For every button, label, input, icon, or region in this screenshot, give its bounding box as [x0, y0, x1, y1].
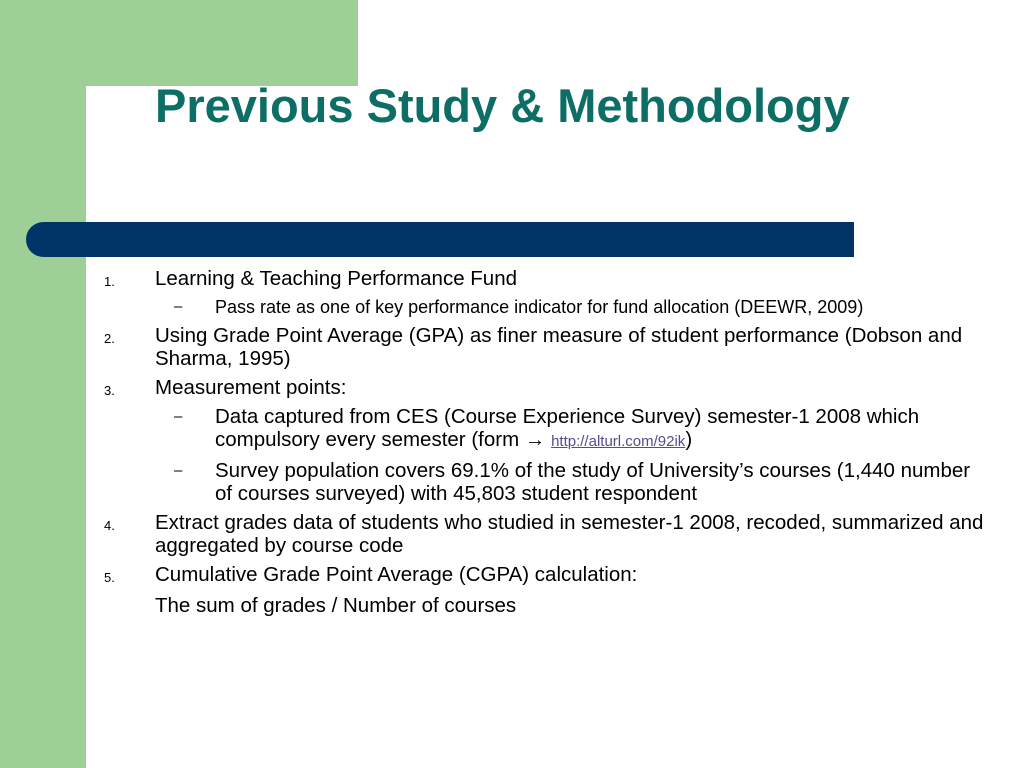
list-number: 3. — [104, 383, 115, 398]
list-item-text: Measurement points: — [155, 376, 347, 399]
closing-paren: ) — [685, 428, 693, 451]
sub-item-text: Pass rate as one of key performance indicator for fund allocation (DEEWR, 2009) — [215, 297, 864, 317]
list-item-4 — [0, 511, 1024, 557]
cgpa-formula: The sum of grades / Number of courses — [155, 594, 517, 617]
list-item-text: Cumulative Grade Point Average (CGPA) calculation: — [155, 563, 638, 586]
list-number: 1. — [104, 274, 115, 289]
survey-form-link[interactable]: http://alturl.com/92ik — [551, 433, 686, 450]
sub-item-3-1 — [0, 405, 1024, 453]
sub-item-text: Survey population covers 69.1% of the study of University’s courses (1,440 number of courses surveyed) with 45,803 student respondent — [215, 459, 971, 505]
list-item-text: Extract grades data of students who studied in semester-1 2008, recoded, summarized and aggregated by course code — [155, 511, 984, 557]
slide-title: Previous Study & Methodology — [155, 79, 850, 132]
dash-bullet: – — [174, 298, 183, 315]
list-item-3 — [0, 376, 1024, 399]
slide-content — [0, 267, 1024, 617]
list-item-1 — [0, 267, 1024, 290]
arrow-icon: → — [524, 428, 546, 451]
title-underline-bar — [26, 222, 852, 257]
title-underline-bar-tail — [846, 222, 854, 257]
sub-item-1-1 — [0, 296, 1024, 318]
sub-item-text: Data captured from CES (Course Experience Survey) semester-1 2008 which compulsory every semester (form — [215, 405, 920, 451]
list-number: 5. — [104, 570, 115, 585]
list-item-text: Learning & Teaching Performance Fund — [155, 267, 518, 290]
list-number: 4. — [104, 518, 115, 533]
list-item-text: Using Grade Point Average (GPA) as finer measure of student performance (Dobson and Sharma, 1995) — [155, 324, 963, 370]
list-item-5 — [0, 563, 1024, 586]
sub-item-3-2 — [0, 459, 1024, 505]
list-item-2 — [0, 324, 1024, 370]
list-number: 2. — [104, 331, 115, 346]
green-top-decoration — [0, 0, 358, 86]
dash-bullet: – — [174, 462, 183, 479]
dash-bullet: – — [174, 408, 183, 425]
